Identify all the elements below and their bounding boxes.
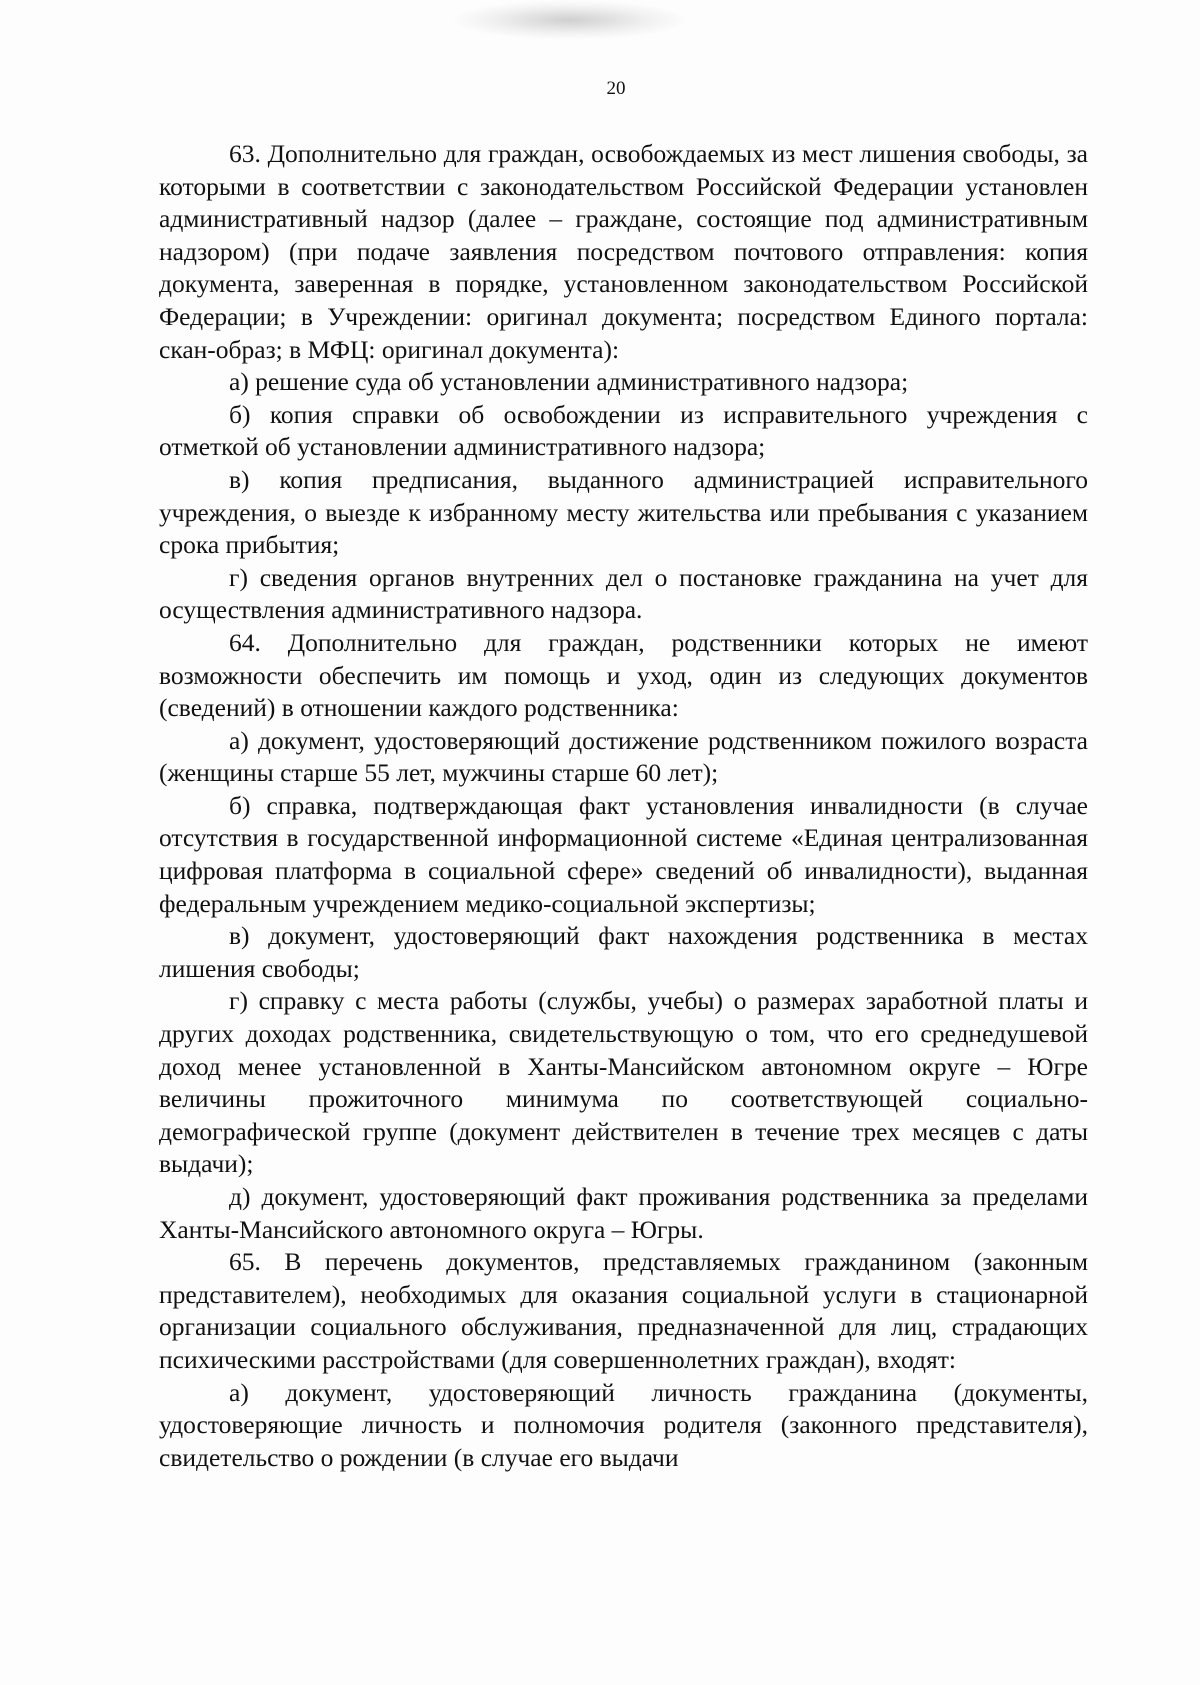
list-item-63-b: б) копия справки об освобождении из исправительного учреждения с отметкой об установлении административного надзора; (159, 399, 1088, 462)
document-body (159, 138, 1088, 1474)
list-item-64-v: в) документ, удостоверяющий факт нахождения родственника в местах лишения свободы; (159, 921, 1088, 983)
list-item-64-a: а) документ, удостоверяющий достижение родственником пожилого возраста (женщины старше 55 лет, мужчины старше 60 лет); (159, 725, 1088, 788)
list-item-64-d: д) документ, удостоверяющий факт проживания родственника за пределами Ханты-Мансийского автономного округа – Югры. (159, 1182, 1088, 1244)
list-item-63-g: г) сведения органов внутренних дел о постановке гражданина на учет для осуществления административного надзора. (159, 562, 1088, 625)
list-item-63-v: в) копия предписания, выданного администрацией исправительного учреждения, о выезде к избранному месту жительства или пребывания с указанием срока прибытия; (159, 464, 1088, 560)
paragraph-63: 63. Дополнительно для граждан, освобождаемых из мест лишения свободы, за которыми в соответствии с законодательством Российской Федерации установлен административный надзор (далее – граждане, состоящие под административным надзором) (при подаче заявления посредством почтового отправления: копия документа, заверенная в порядке, установленном законодательством Российской Федерации; в Учреждении: оригинал документа; посредством Единого портала: скан-образ; в МФЦ: оригинал документа): (159, 139, 1088, 364)
page-number: 20 (606, 78, 626, 99)
paragraph-65: 65. В перечень документов, представляемых гражданином (законным представителем), необходимых для оказания социальной услуги в стационарной организации социального обслуживания, предназначенной для лиц, страдающих психическими расстройствами (для совершеннолетних граждан), входят: (159, 1247, 1088, 1374)
list-item-65-a: а) документ, удостоверяющий личность гражданина (документы, удостоверяющие личность и полномочия родителя (законного представителя), свидетельство о рождении (в случае его выдачи (159, 1377, 1088, 1472)
list-item-64-b: б) справка, подтверждающая факт установления инвалидности (в случае отсутствия в государственной информационной системе «Единая централизованная цифровая платформа в социальной сфере» сведений об инвалидности), выданная федеральным учреждением медико-социальной экспертизы; (159, 790, 1088, 918)
list-item-63-a: а) решение суда об установлении административного надзора; (229, 367, 909, 397)
scan-artifact (450, 0, 690, 40)
list-item-64-g: г) справку с места работы (службы, учебы) о размерах заработной платы и других доходах родственника, свидетельствующую о том, что его среднедушевой доход менее установленной в Ханты-Мансийском автономном округе – Югре величины прожиточного минимума по соответствующей социально-демографической группе (документ действителен в течение трех месяцев с даты выдачи); (159, 986, 1088, 1179)
paragraph-64: 64. Дополнительно для граждан, родственники которых не имеют возможности обеспечить им помощь и уход, один из следующих документов (сведений) в отношении каждого родственника: (159, 627, 1088, 723)
